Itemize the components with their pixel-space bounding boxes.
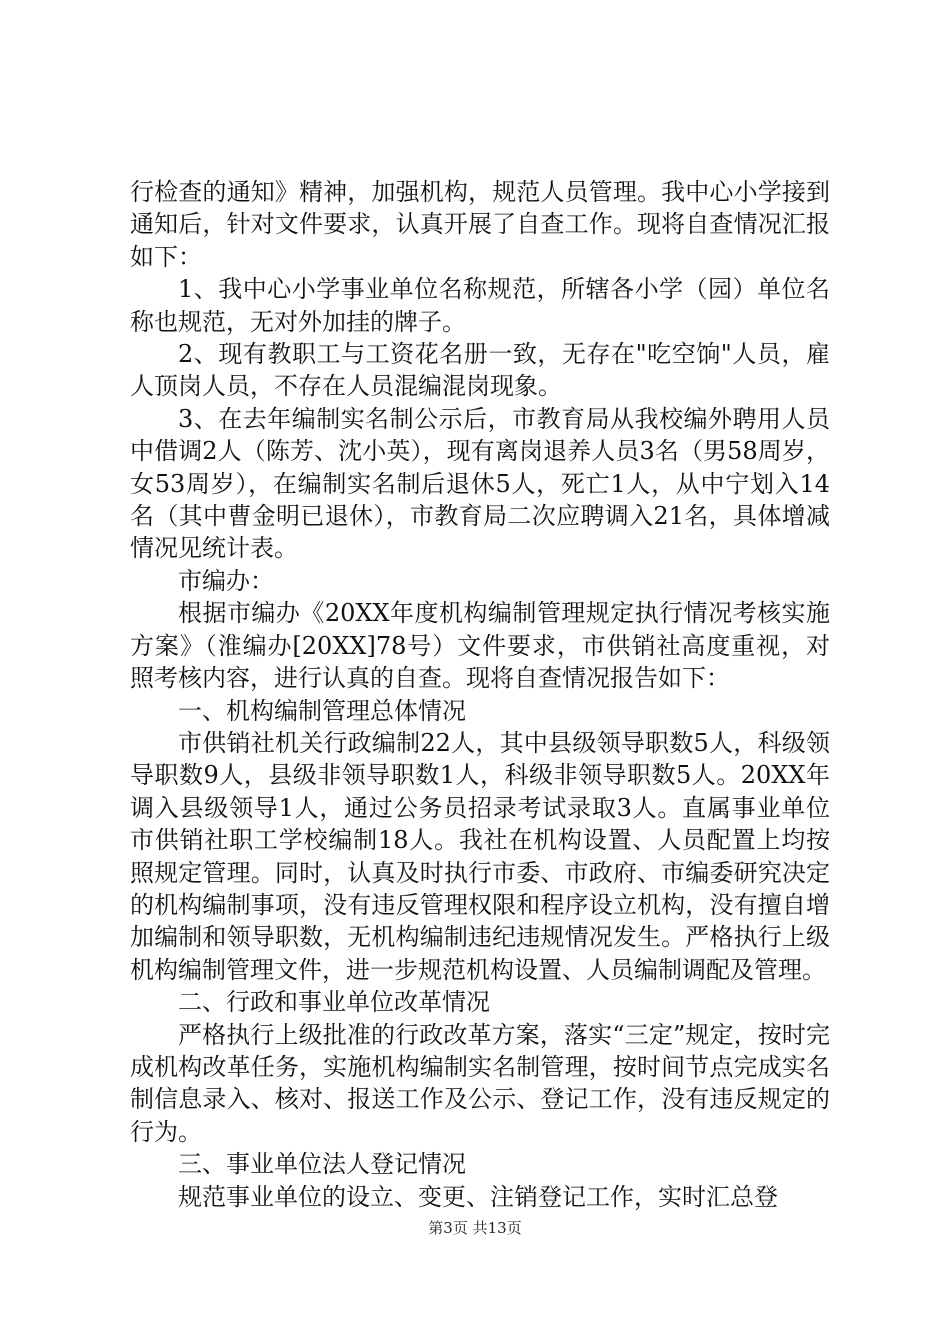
page-number-footer: 第3页 共13页 — [428, 1219, 522, 1237]
section-heading-3: 三、事业单位法人登记情况 — [178, 1150, 466, 1179]
paragraph-7: 市供销社机关行政编制22人，其中县级领导职数5人，科级领导职数9人，县级非领导职数1人，科级非领导职数5人。20XX年调入县级领导1人，通过公务员招录考试录取3人。直属事业单位市供销社职工学校编制18人。我社在机构设置、人员配置上均按照规定管理。同时，认真及时执行市委、市政府、市编委研究决定的机构编制事项，没有违反管理权限和程序设立机构，没有擅自增加编制和领导职数，无机构编制违纪违规情况发生。严格执行上级机构编制管理文件，进一步规范机构设置、人员编制调配及管理。 — [130, 728, 830, 984]
paragraph-6: 根据市编办《20XX年度机构编制管理规定执行情况考核实施方案》（淮编办[20XX]78号）文件要求，市供销社高度重视，对照考核内容，进行认真的自查。现将自查情况报告如下： — [130, 599, 830, 693]
paragraph-8: 严格执行上级批准的行政改革方案，落实“三定”规定，按时完成机构改革任务，实施机构编制实名制管理，按时间节点完成实名制信息录入、核对、报送工作及公示、登记工作，没有违反规定的行为。 — [130, 1020, 830, 1146]
section-heading-1: 一、机构编制管理总体情况 — [178, 696, 466, 725]
paragraph-3: 2、现有教职工与工资花名册一致，无存在"吃空饷"人员，雇人顶岗人员，不存在人员混编混岗现象。 — [130, 340, 830, 401]
paragraph-5-salutation: 市编办： — [178, 566, 274, 595]
paragraph-1: 行检查的通知》精神，加强机构，规范人员管理。我中心小学接到通知后，针对文件要求，认真开展了自查工作。现将自查情况汇报如下： — [130, 178, 830, 271]
document-body — [130, 176, 830, 1213]
section-heading-2: 二、行政和事业单位改革情况 — [178, 988, 490, 1017]
paragraph-2: 1、我中心小学事业单位名称规范，所辖各小学（园）单位名称也规范，无对外加挂的牌子。 — [130, 275, 830, 336]
paragraph-4: 3、在去年编制实名制公示后，市教育局从我校编外聘用人员中借调2人（陈芳、沈小英），现有离岗退养人员3名（男58周岁，女53周岁），在编制实名制后退休5人，死亡1人，从中宁划入14名（其中曹金明已退休），市教育局二次应聘调入21名，具体增减情况见统计表。 — [130, 404, 830, 563]
paragraph-9: 规范事业单位的设立、变更、注销登记工作，实时汇总登 — [178, 1182, 778, 1211]
